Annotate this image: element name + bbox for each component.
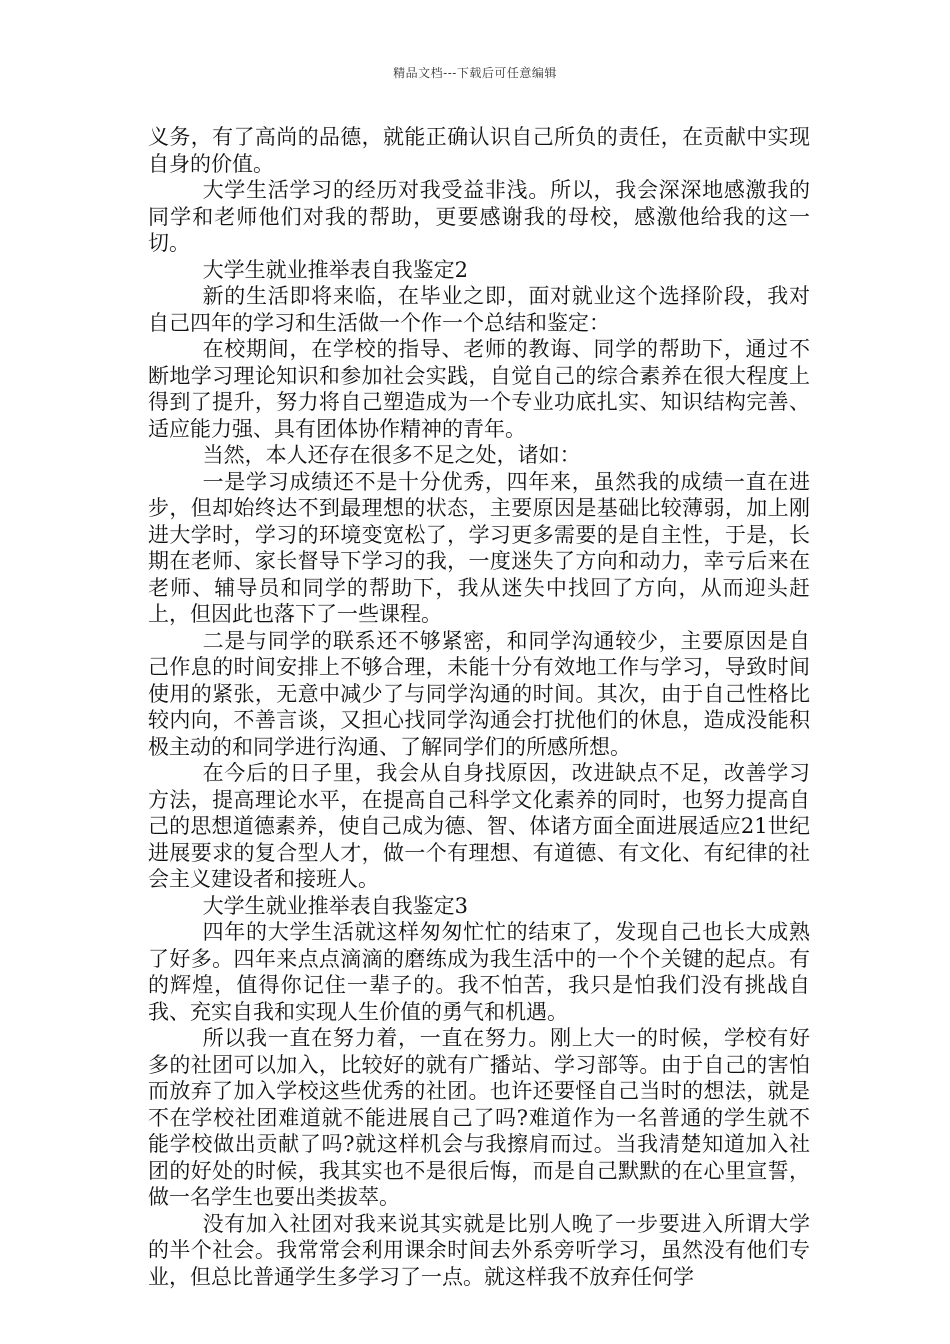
paragraph: 二是与同学的联系还不够紧密，和同学沟通较少，主要原因是自己作息的时间安排上不够合理，未能十分有效地工作与学习，导致时间使用的紧张，无意中减少了与同学沟通的时间。其次，由于自己性格比较内向，不善言谈，又担心找同学沟通会打扰他们的休息，造成没能积极主动的和同学进行沟通、了解同学们的所感所想。	[148, 628, 810, 759]
paragraph: 新的生活即将来临，在毕业之即，面对就业这个选择阶段，我对自己四年的学习和生活做一个作一个总结和鉴定：	[148, 284, 810, 335]
document-body	[148, 124, 810, 1290]
paragraph: 在校期间，在学校的指导、老师的教诲、同学的帮助下，通过不断地学习理论知识和参加社会实践，自觉自己的综合素养在很大程度上得到了提升，努力将自己塑造成为一个专业功底扎实、知识结构完善、适应能力强、具有团体协作精神的青年。	[148, 337, 810, 441]
paragraph: 四年的大学生活就这样匆匆忙忙的结束了，发现自己也长大成熟了好多。四年来点点滴滴的磨练成为我生活中的一个个关键的起点。有的辉煌，值得你记住一辈子的。我不怕苦，我只是怕我们没有挑战自我、充实自我和实现人生价值的勇气和机遇。	[148, 920, 810, 1024]
paragraph: 在今后的日子里，我会从自身找原因，改进缺点不足，改善学习方法，提高理论水平，在提高自己科学文化素养的同时，也努力提高自己的思想道德素养，使自己成为德、智、体诸方面全面进展适应21世纪进展要求的复合型人才，做一个有理想、有道德、有文化、有纪律的社会主义建设者和接班人。	[148, 761, 810, 891]
paragraph: 没有加入社团对我来说其实就是比别人晚了一步要进入所谓大学的半个社会。我常常会利用课余时间去外系旁听学习，虽然没有他们专业，但总比普通学生多学习了一点。就这样我不放弃任何学	[148, 1211, 810, 1289]
paragraph: 大学生活学习的经历对我受益非浅。所以，我会深深地感激我的同学和老师他们对我的帮助，更要感谢我的母校，感激他给我的这一切。	[148, 178, 810, 255]
section-heading: 大学生就业推举表自我鉴定2	[202, 257, 468, 282]
paragraph: 一是学习成绩还不是十分优秀，四年来，虽然我的成绩一直在进步，但却始终达不到最理想的状态，主要原因是基础比较薄弱，加上刚进大学时，学习的环境变宽松了，学习更多需要的是自主性，于是，长期在老师、家长督导下学习的我，一度迷失了方向和动力，幸亏后来在老师、辅导员和同学的帮助下，我从迷失中找回了方向，从而迎头赶上，但因此也落下了一些课程。	[148, 469, 810, 626]
paragraph: 所以我一直在努力着，一直在努力。刚上大一的时候，学校有好多的社团可以加入，比较好的就有广播站、学习部等。由于自己的害怕而放弃了加入学校这些优秀的社团。也许还要怪自己当时的想法，就是不在学校社团难道就不能进展自己了吗?难道作为一名普通的学生就不能学校做出贡献了吗?就这样机会与我擦肩而过。当我清楚知道加入社团的好处的时候，我其实也不是很后悔，而是自己默默的在心里宣誓，做一名学生也要出类拔萃。	[148, 1026, 810, 1209]
paragraph: 当然，本人还存在很多不足之处，诸如：	[202, 443, 581, 467]
page-header: 精品文档---下载后可任意编辑	[393, 66, 557, 80]
paragraph: 义务，有了高尚的品德，就能正确认识自己所负的责任，在贡献中实现自身的价值。	[148, 125, 810, 176]
section-heading: 大学生就业推举表自我鉴定3	[202, 893, 468, 918]
